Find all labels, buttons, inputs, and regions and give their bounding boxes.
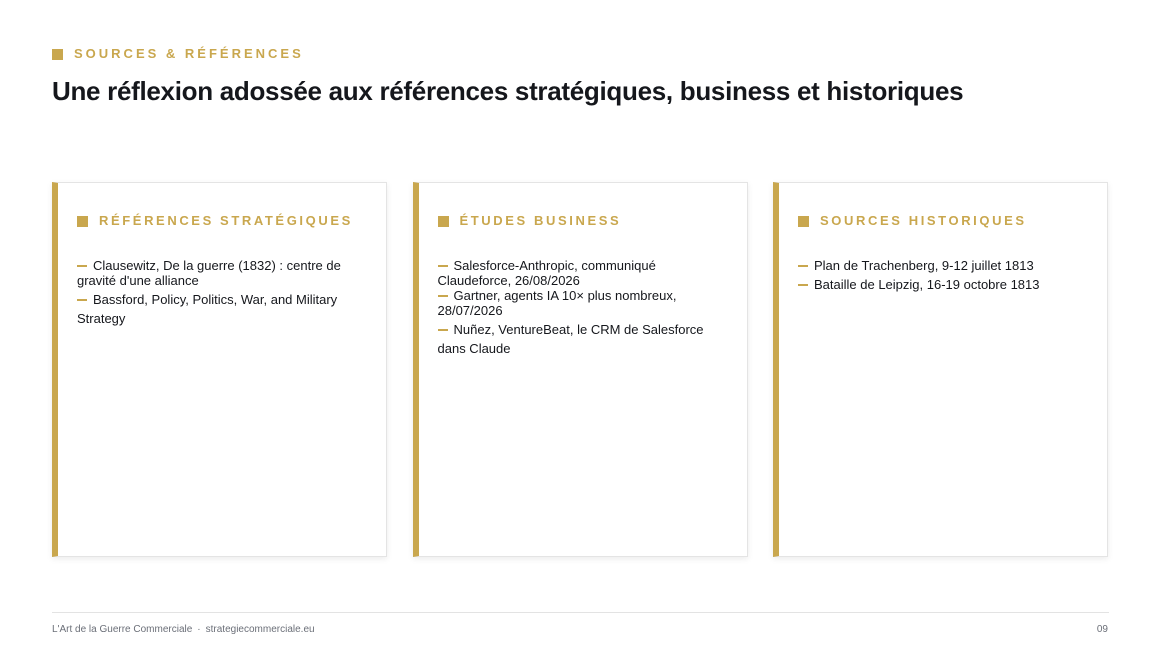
- dash-bullet-icon: [798, 284, 808, 286]
- page-title: Une réflexion adossée aux références stratégiques, business et historiques: [52, 76, 964, 106]
- list-item-text: Bataille de Leipzig, 16-19 octobre 1813: [814, 277, 1040, 292]
- list-item-text: Gartner, agents IA 10× plus nombreux, 28/07/2026: [437, 288, 677, 318]
- list-item-text: Salesforce-Anthropic, communiqué Claudeforce, 26/08/2026: [437, 258, 656, 288]
- square-bullet-icon: [77, 216, 88, 227]
- card-header: [438, 213, 729, 229]
- card-heading: SOURCES HISTORIQUES: [820, 213, 1027, 228]
- footer-brand: L'Art de la Guerre Commerciale: [52, 624, 193, 635]
- dash-bullet-icon: [438, 265, 448, 267]
- footer-credits: [52, 623, 315, 636]
- footer-separator: ·: [197, 624, 201, 635]
- list-item-text: Bassford, Policy, Politics, War, and Military Strategy: [77, 292, 338, 326]
- page-number: 09: [1096, 624, 1108, 635]
- dash-bullet-icon: [438, 295, 448, 297]
- list-item: [438, 258, 729, 288]
- card-business-studies: [413, 182, 748, 557]
- list-item: [77, 258, 368, 288]
- eyebrow-label: SOURCES & RÉFÉRENCES: [74, 46, 304, 61]
- card-strategic-references: [52, 182, 387, 557]
- card-historical-sources: [773, 182, 1108, 557]
- list-item: [438, 320, 729, 358]
- dash-bullet-icon: [77, 299, 87, 301]
- list-item: [77, 290, 368, 328]
- card-header: [77, 213, 368, 229]
- square-bullet-icon: [52, 49, 63, 60]
- list-item-text: Clausewitz, De la guerre (1832) : centre de gravité d'une alliance: [77, 258, 341, 288]
- dash-bullet-icon: [798, 265, 808, 267]
- list-item: [798, 258, 1089, 273]
- reference-list: [438, 258, 729, 358]
- list-item: [438, 288, 729, 318]
- card-header: [798, 213, 1089, 229]
- dash-bullet-icon: [77, 265, 87, 267]
- list-item-text: Plan de Trachenberg, 9-12 juillet 1813: [814, 258, 1034, 273]
- footer-site: strategiecommerciale.eu: [205, 624, 315, 635]
- reference-list: [798, 258, 1089, 292]
- footer-divider: [52, 612, 1109, 613]
- list-item-text: Nuñez, VentureBeat, le CRM de Salesforce dans Claude: [437, 322, 704, 356]
- square-bullet-icon: [798, 216, 809, 227]
- card-heading: ÉTUDES BUSINESS: [459, 213, 622, 228]
- section-eyebrow: [52, 46, 304, 62]
- list-item: [798, 277, 1089, 292]
- card-heading: RÉFÉRENCES STRATÉGIQUES: [99, 213, 353, 228]
- cards-row: [52, 182, 1108, 557]
- square-bullet-icon: [438, 216, 449, 227]
- reference-list: [77, 258, 368, 328]
- dash-bullet-icon: [438, 329, 448, 331]
